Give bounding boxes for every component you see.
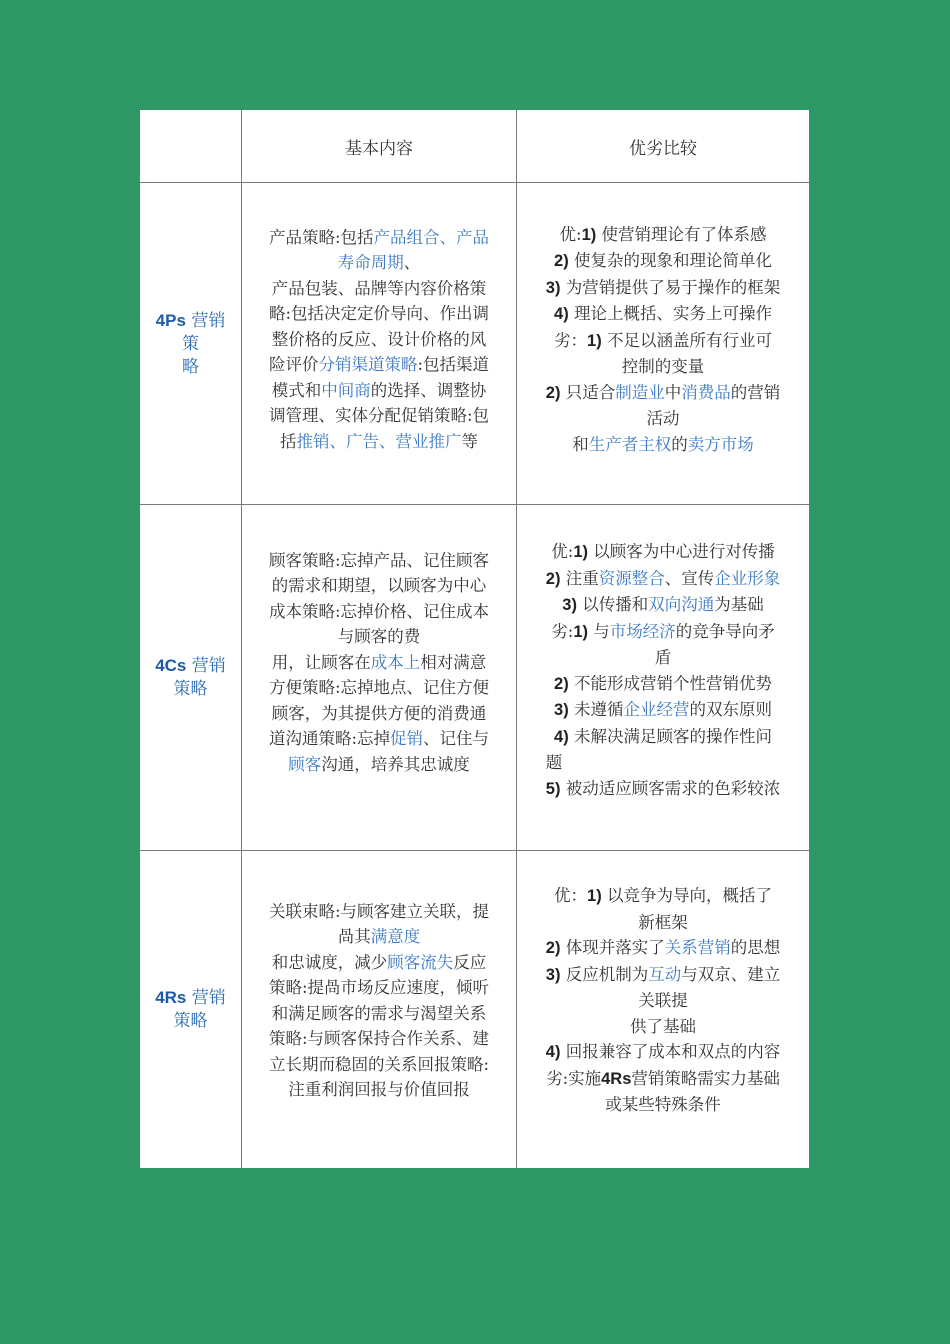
content-line: 和忠诚度，减少顾客流失反应 (271, 952, 487, 972)
compare-line: 新框架 (638, 912, 688, 932)
header-pros-cons-label: 优劣比较 (629, 138, 697, 159)
compare-line: 2) 不能形成营销个性营销优势 (554, 673, 772, 693)
compare-line: 劣：1) 不足以涵盖所有行业可 (554, 330, 772, 350)
term-link[interactable]: 企业形象 (714, 568, 781, 588)
term-link[interactable]: 成本上 (370, 652, 421, 672)
term-link[interactable]: 中间商 (321, 380, 371, 400)
content-line: 调管理、实体分配促销策略:包 (268, 406, 490, 426)
content-line: 成本策略:忘掉价格、记住成本 (268, 601, 490, 621)
content-line: 产品包装、品牌等内容价格策 (271, 278, 487, 298)
row-label-4ps: 4Ps 营销 策 略 (140, 183, 242, 504)
compare-line: 优:1) 使营销理论有了体系感 (559, 224, 767, 244)
term-link[interactable]: 企业经营 (623, 700, 690, 719)
header-basic-content (242, 110, 517, 182)
content-cell-4rs (242, 851, 517, 1168)
header-basic-content-label: 基本内容 (345, 138, 413, 159)
compare-line: 劣:实施4Rs营销策略需实力基础 (546, 1068, 780, 1088)
content-line: 模式和中间商的选择、调整协 (271, 380, 487, 400)
content-line: 整价格的反应、设计价格的风 (271, 329, 487, 349)
compare-line: 或某些特殊条件 (605, 1095, 721, 1115)
row-label-4cs: 4Cs 营销 策略 (140, 505, 242, 850)
compare-line: 3) 为营销提供了易于操作的框架 (545, 277, 781, 297)
compare-line: 优：1) 以竞争为导向，概括了 (554, 886, 772, 906)
compare-line: 和生产者主权的卖方市场 (572, 434, 754, 454)
label-abbr: 4Cs (155, 656, 187, 675)
table-header-row (140, 110, 809, 183)
table-row-4ps (140, 183, 809, 505)
content-cell-4ps (242, 183, 517, 504)
term-link[interactable]: 互动 (648, 964, 682, 984)
compare-line: 3) 反应机制为互动与双京、建立 (545, 964, 781, 984)
compare-line: 5) 被动适应顾客需求的色彩较浓 (545, 778, 781, 798)
compare-line: 关联提 (638, 991, 688, 1011)
content-line: 和满足顾客的需求与渴望关系 (271, 1003, 487, 1023)
label-abbr: 4Rs (155, 988, 187, 1007)
term-link[interactable]: 满意度 (370, 927, 421, 946)
content-line: 顾客沟通，培养其忠诚度 (288, 754, 470, 774)
table-row-4cs (140, 505, 809, 851)
comparison-table (140, 110, 809, 1168)
content-line: 的需求和期望，以顾客为中心 (271, 576, 487, 596)
term-link[interactable]: 产品组合、产品 (373, 227, 490, 247)
compare-line: 4) 回报兼容了成本和双点的内容 (545, 1042, 781, 1062)
label-abbr: 4Ps (155, 310, 186, 330)
compare-line: 2) 体现并落实了关系营销的思想 (545, 938, 781, 958)
term-link[interactable]: 寿命周期 (337, 253, 404, 273)
term-link[interactable]: 生产者主权 (588, 434, 672, 454)
compare-line: 题 (545, 753, 563, 772)
term-link[interactable]: 资源整合 (598, 568, 665, 588)
content-line: 道沟通策略:忘掉促销、记住与 (268, 729, 490, 749)
compare-line: 劣:1) 与市场经济的竞争导向矛 (551, 621, 775, 641)
content-line: 用，让顾客在成本上相对满意 (271, 652, 487, 672)
content-line: 策略:与顾客保持合作关系、建 (268, 1029, 490, 1048)
compare-line: 2) 使复杂的现象和理论简单化 (554, 251, 772, 271)
compare-line: 3) 以传播和双向沟通为基础 (562, 595, 764, 614)
content-cell-4cs (242, 505, 517, 850)
compare-line: 活动 (646, 409, 680, 429)
term-link[interactable]: 卖方市场 (687, 434, 754, 454)
content-line: 与顾客的费 (337, 627, 421, 647)
compare-line: 盾 (654, 648, 672, 667)
compare-line: 2) 注重资源整合、宣传企业形象 (545, 568, 781, 588)
term-link[interactable]: 制造业 (615, 382, 665, 402)
content-line: 险评价分销渠道策略:包括渠道 (268, 355, 490, 375)
content-line: 寿命周期、 (337, 253, 421, 273)
term-link[interactable]: 市场经济 (609, 621, 676, 641)
term-link[interactable]: 消费品 (681, 382, 731, 402)
content-line: 策略:提咼市场反应速度，倾听 (268, 978, 490, 997)
content-line: 括推销、广告、营业推广等 (280, 431, 478, 451)
content-line: 立长期而稳固的关系回报策略: (268, 1054, 490, 1074)
compare-line: 2) 只适合制造业中消费品的营销 (545, 382, 781, 402)
compare-line: 控制的变量 (621, 357, 705, 377)
content-line: 咼其满意度 (337, 927, 421, 946)
term-link[interactable]: 推销、广告、营业推广 (296, 431, 462, 451)
row-label-4rs: 4Rs 营销 策略 (140, 851, 242, 1168)
compare-line: 优:1) 以顾客为中心进行对传播 (551, 542, 775, 561)
content-line: 产品策略:包括产品组合、产品 (268, 227, 490, 247)
content-line: 方便策略:忘掉地点、记住方便 (268, 678, 490, 698)
compare-cell-4ps (517, 183, 809, 504)
compare-line: 3) 未遵循企业经营的双东原则 (554, 700, 772, 719)
header-cell-empty (140, 110, 242, 182)
content-line: 顾客，为其提供方便的消费通 (271, 703, 487, 723)
compare-cell-4cs (517, 505, 809, 850)
table-row-4rs (140, 851, 809, 1168)
content-line: 注重利润回报与价值回报 (288, 1080, 470, 1099)
term-link[interactable]: 分销渠道策略 (318, 355, 418, 375)
term-link[interactable]: 促销 (390, 729, 424, 749)
compare-line: 供了基础 (629, 1016, 696, 1036)
content-line: 顾客策略:忘掉产品、记住顾客 (268, 550, 490, 570)
compare-line: 4) 理论上概括、实务上可操作 (554, 304, 772, 324)
term-link[interactable]: 关系营销 (664, 938, 731, 958)
header-pros-cons (517, 110, 809, 182)
compare-line: 4) 未解决满足顾客的操作性问 (554, 726, 772, 746)
term-link[interactable]: 顾客 (288, 754, 322, 774)
content-line: 略:包括决定定价导向、作出调 (268, 304, 490, 324)
term-link[interactable]: 双向沟通 (648, 595, 715, 614)
compare-cell-4rs (517, 851, 809, 1168)
content-line: 关联束略:与顾客建立关联，提 (268, 901, 490, 921)
term-link[interactable]: 顾客流失 (387, 952, 454, 972)
